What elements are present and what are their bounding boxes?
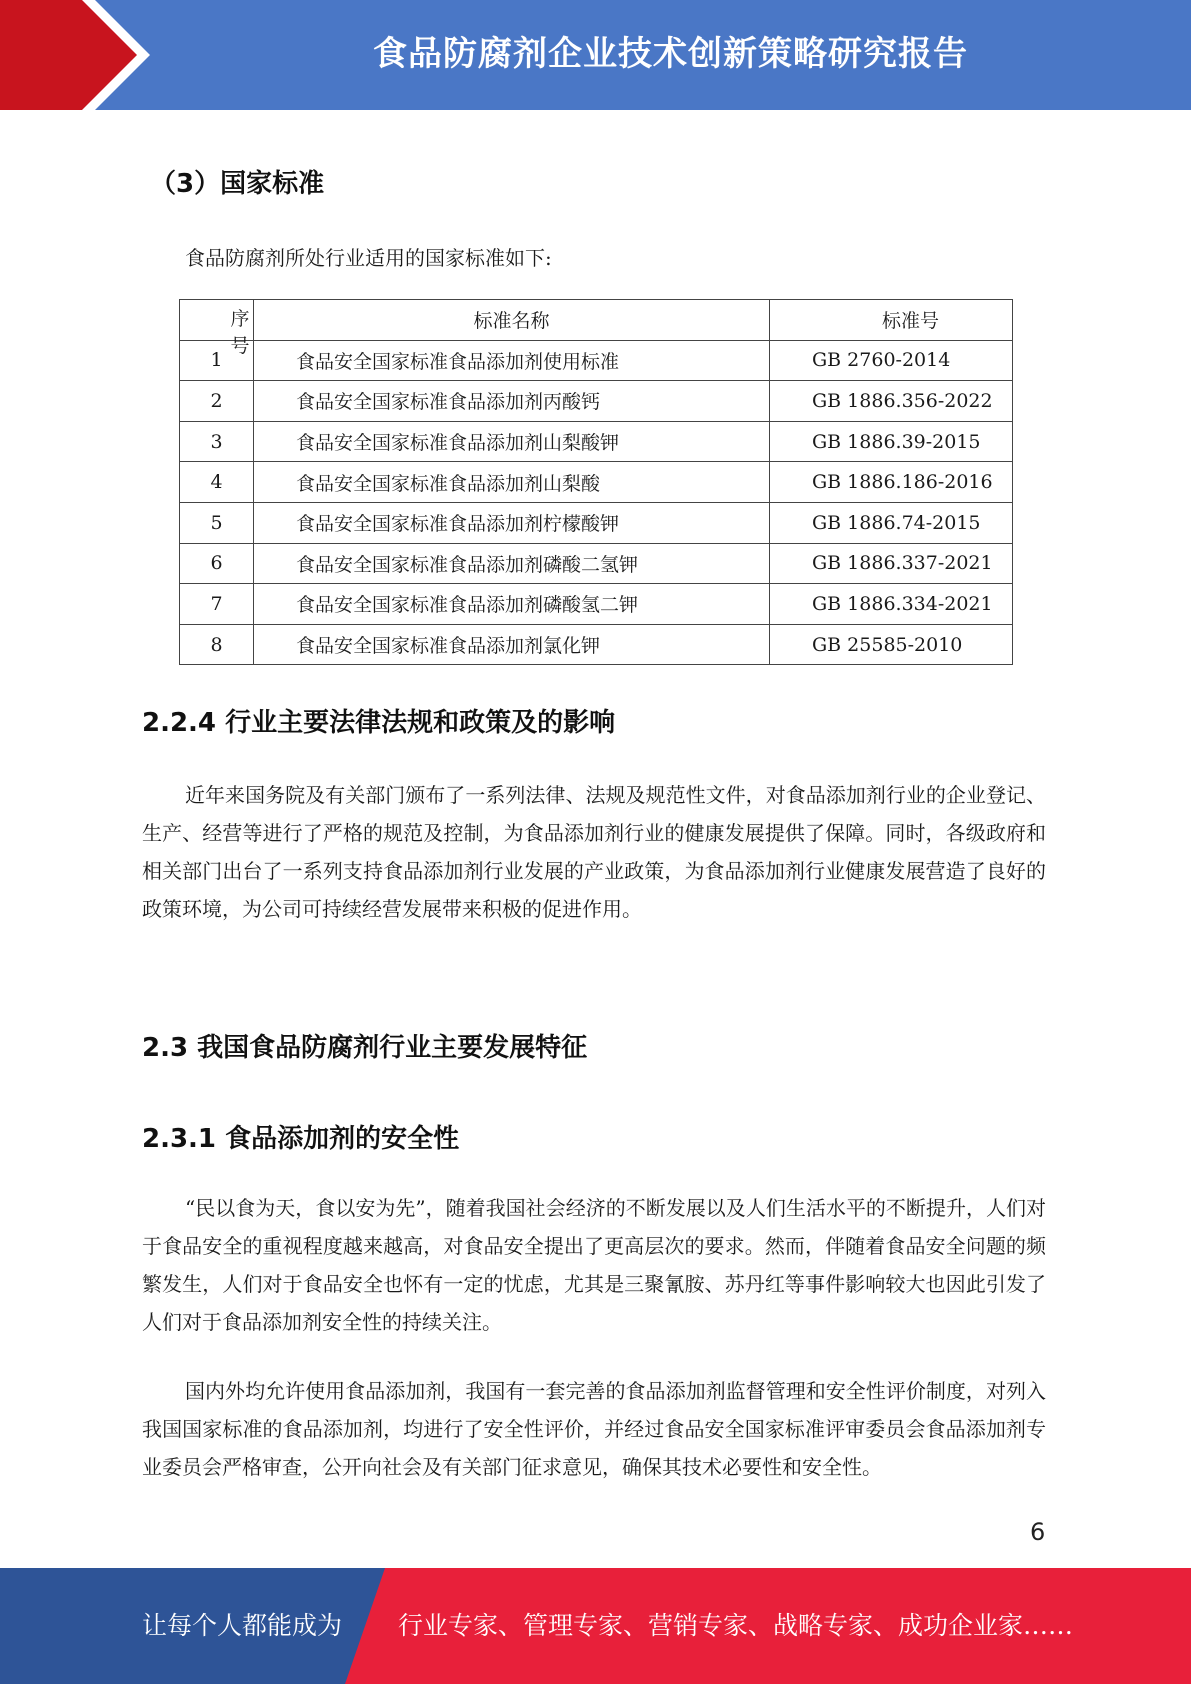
row-standard-code: GB 1886.39-2015 bbox=[770, 421, 1013, 462]
header-arrow-decoration bbox=[0, 0, 150, 110]
row-standard-name: 食品安全国家标准食品添加剂使用标准 bbox=[254, 340, 770, 381]
paragraph-text: “民以食为天，食以安为先”，随着我国社会经济的不断发展以及人们生活水平的不断提升，人们对于食品安全的重视程度越来越高，对食品安全提出了更高层次的要求。然而，伴随着食品安全问题的频繁发生，人们对于食品安全也怀有一定的忧虑，尤其是三聚氰胺、苏丹红等事件影响较大也因此引发了人们对于食品添加剂安全性的持续关注。 bbox=[142, 1196, 1046, 1334]
table-row bbox=[180, 584, 1013, 625]
header-cell-no: 序号 bbox=[180, 300, 254, 341]
row-standard-name: 食品安全国家标准食品添加剂山梨酸 bbox=[254, 462, 770, 503]
paragraph-laws-policies bbox=[142, 776, 1046, 928]
row-no: 5 bbox=[180, 502, 254, 543]
standards-intro-text: 食品防腐剂所处行业适用的国家标准如下: bbox=[185, 246, 552, 270]
page-header bbox=[0, 0, 1191, 110]
table-row bbox=[180, 502, 1013, 543]
row-standard-name: 食品安全国家标准食品添加剂磷酸氢二钾 bbox=[254, 584, 770, 625]
table-header-row bbox=[180, 300, 1013, 341]
row-no: 1 bbox=[180, 340, 254, 381]
row-no: 2 bbox=[180, 381, 254, 422]
footer-slogan-right: 行业专家、管理专家、营销专家、战略专家、成功企业家…… bbox=[398, 1611, 1074, 1640]
row-no: 6 bbox=[180, 543, 254, 584]
paragraph-food-safety bbox=[142, 1189, 1046, 1341]
page-number: 6 bbox=[1030, 1518, 1046, 1546]
section-heading-2-3-1: 2.3.1 食品添加剂的安全性 bbox=[142, 1124, 460, 1154]
header-cell-code: 标准号 bbox=[770, 300, 1013, 341]
table-row bbox=[180, 340, 1013, 381]
row-standard-name: 食品安全国家标准食品添加剂山梨酸钾 bbox=[254, 421, 770, 462]
row-standard-code: GB 1886.337-2021 bbox=[770, 543, 1013, 584]
table-row bbox=[180, 381, 1013, 422]
paragraph-additive-evaluation bbox=[142, 1372, 1046, 1486]
table-row bbox=[180, 543, 1013, 584]
row-standard-name: 食品安全国家标准食品添加剂丙酸钙 bbox=[254, 381, 770, 422]
row-standard-code: GB 1886.356-2022 bbox=[770, 381, 1013, 422]
row-standard-name: 食品安全国家标准食品添加剂氯化钾 bbox=[254, 624, 770, 665]
row-standard-code: GB 2760-2014 bbox=[770, 340, 1013, 381]
row-no: 8 bbox=[180, 624, 254, 665]
page-footer bbox=[0, 1568, 1191, 1684]
report-title: 食品防腐剂企业技术创新策略研究报告 bbox=[373, 34, 968, 74]
header-cell-name: 标准名称 bbox=[254, 300, 770, 341]
table-row bbox=[180, 624, 1013, 665]
section-heading-2-2-4: 2.2.4 行业主要法律法规和政策及的影响 bbox=[142, 708, 616, 738]
row-no: 3 bbox=[180, 421, 254, 462]
section-heading-2-3: 2.3 我国食品防腐剂行业主要发展特征 bbox=[142, 1033, 588, 1063]
paragraph-text: 国内外均允许使用食品添加剂，我国有一套完善的食品添加剂监督管理和安全性评价制度，对列入我国国家标准的食品添加剂，均进行了安全性评价，并经过食品安全国家标准评审委员会食品添加剂专业委员会严格审查，公开向社会及有关部门征求意见，确保其技术必要性和安全性。 bbox=[142, 1379, 1046, 1479]
section-heading-national-standards: （3）国家标准 bbox=[150, 169, 325, 199]
row-standard-code: GB 25585-2010 bbox=[770, 624, 1013, 665]
paragraph-text: 近年来国务院及有关部门颁布了一系列法律、法规及规范性文件，对食品添加剂行业的企业登记、生产、经营等进行了严格的规范及控制，为食品添加剂行业的健康发展提供了保障。同时，各级政府和相关部门出台了一系列支持食品添加剂行业发展的产业政策，为食品添加剂行业健康发展营造了良好的政策环境，为公司可持续经营发展带来积极的促进作用。 bbox=[142, 783, 1046, 921]
table-row bbox=[180, 462, 1013, 503]
row-standard-code: GB 1886.186-2016 bbox=[770, 462, 1013, 503]
row-standard-name: 食品安全国家标准食品添加剂磷酸二氢钾 bbox=[254, 543, 770, 584]
row-no: 7 bbox=[180, 584, 254, 625]
row-standard-name: 食品安全国家标准食品添加剂柠檬酸钾 bbox=[254, 502, 770, 543]
row-standard-code: GB 1886.334-2021 bbox=[770, 584, 1013, 625]
footer-slogan-left: 让每个人都能成为 bbox=[142, 1611, 343, 1640]
national-standards-table bbox=[179, 299, 1013, 665]
row-standard-code: GB 1886.74-2015 bbox=[770, 502, 1013, 543]
row-no: 4 bbox=[180, 462, 254, 503]
table-row bbox=[180, 421, 1013, 462]
